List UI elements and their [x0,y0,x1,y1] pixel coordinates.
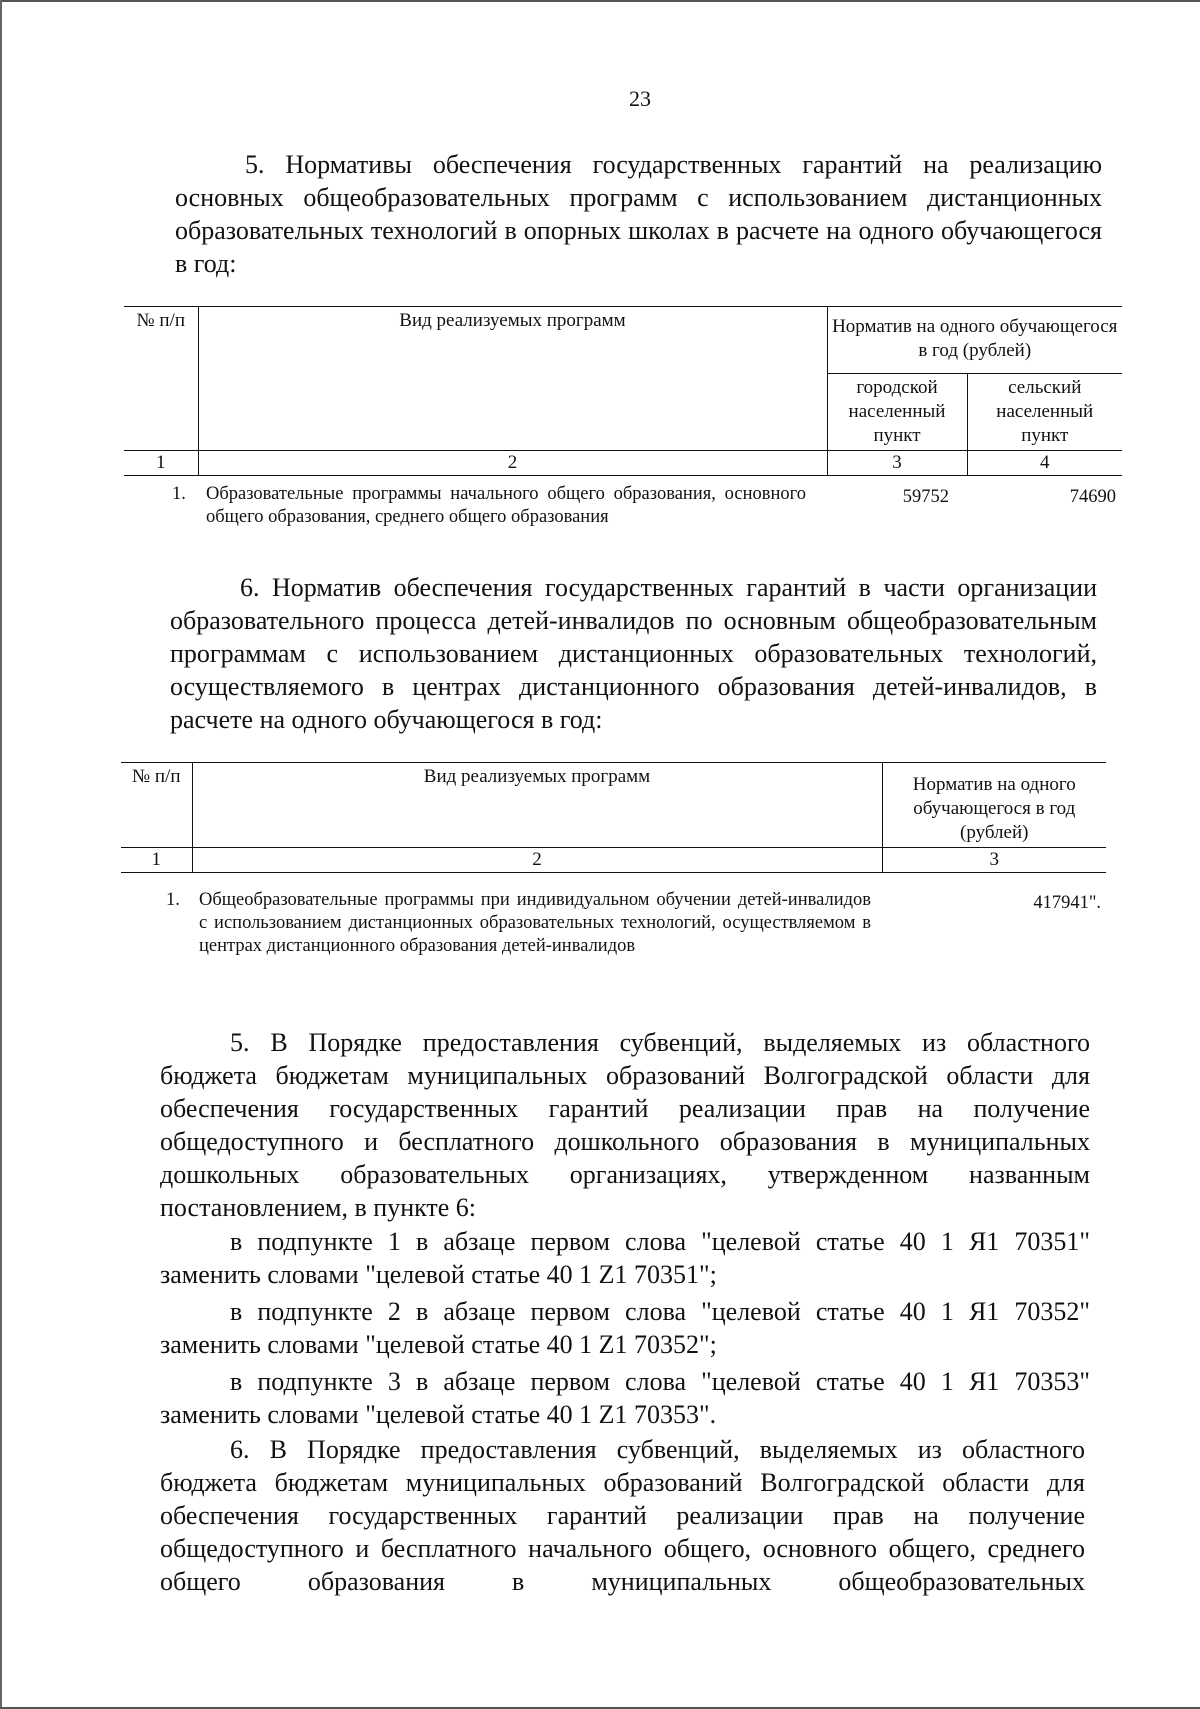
table1-head-num: № п/п [124,307,198,451]
table2-row [121,889,1106,989]
table1-head-program: Вид реализуемых программ [198,307,827,451]
sub-item-1: в подпункте 1 в абзаце первом слова "целевой статье 40 1 Я1 70351" заменить словами "целевой статье 40 1 Z1 70351"; [160,1227,1090,1289]
table1 [124,306,1122,476]
paragraph-6-text: 6. В Порядке предоставления субвенций, выделяемых из областного бюджета бюджетам муниципальных образований Волгоградской области для обеспечения государственных гарантий реализации прав на получение общедоступного и бесплатного начального общего, основного общего, среднего общего образования в муниципальных общеобразовательных [160,1435,1085,1596]
table1-row-num: 1. [172,484,186,504]
table2-row-num: 1. [166,890,180,910]
table2-colnum-row [121,848,1106,873]
section6-title [170,571,1097,736]
paragraph-6 [160,1433,1085,1598]
table2-head-num: № п/п [121,763,192,848]
section5-title [175,148,1102,280]
scan-edge-top [0,0,1200,2]
section5-title-text: 5. Нормативы обеспечения государственных гарантий на реализацию основных общеобразовательных программ с использованием дистанционных образовательных технологий в опорных школах в расчете на одного обучающегося в год: [175,150,1102,278]
table2-head-program: Вид реализуемых программ [192,763,882,848]
table2 [121,762,1106,873]
table1-colnum-2: 2 [198,451,827,476]
table1-row-urban: 59752 [902,487,949,507]
sub-item-3: в подпункте 3 в абзаце первом слова "целевой статье 40 1 Я1 70353" заменить словами "целевой статье 40 1 Z1 70353". [160,1367,1090,1429]
table1-colnum-row [124,451,1122,476]
table2-colnum-2: 2 [192,848,882,873]
table1-row [124,483,1122,533]
table1-head-norm: Норматив на одного обучающегося в год (рублей) [827,307,1122,374]
sub-item-2: в подпункте 2 в абзаце первом слова "целевой статье 40 1 Я1 70352" заменить словами "целевой статье 40 1 Z1 70352"; [160,1297,1090,1359]
table2-row-value: 417941". [1033,893,1101,913]
table1-colnum-4: 4 [967,451,1122,476]
table2-header-row [121,763,1106,848]
paragraph-5-text: 5. В Порядке предоставления субвенций, выделяемых из областного бюджета бюджетам муниципальных образований Волгоградской области для обеспечения государственных гарантий реализации прав на получение общедоступного и бесплатного дошкольного образования в муниципальных дошкольных образовательных организациях, утвержденном названным постановлением, в пункте 6: [160,1028,1090,1222]
table2-colnum-3: 3 [882,848,1106,873]
table2-colnum-1: 1 [121,848,192,873]
table1-head-urban: городской населенный пункт [827,374,967,451]
table1-row-rural: 74690 [1069,487,1116,507]
scan-edge-left [0,0,2,1709]
page-number: 23 [629,86,651,111]
table1-head-rural: сельский населенный пункт [967,374,1122,451]
paragraph-5 [160,1026,1090,1224]
table2-head-norm: Норматив на одного обучающегося в год (рублей) [882,763,1106,848]
table1-colnum-3: 3 [827,451,967,476]
section6-title-text: 6. Норматив обеспечения государственных гарантий в части организации образовательного процесса детей-инвалидов по основным общеобразовательным программам с использованием дистанционных образовательных технологий, осуществляемого в центрах дистанционного образования детей-инвалидов, в расчете на одного обучающегося в год: [170,573,1097,734]
table2-row-program: Общеобразовательные программы при индивидуальном обучении детей-инвалидов с использованием дистанционных образовательных технологий, осуществляемом в центрах дистанционного образования детей-инвалидов [199,890,871,956]
table1-colnum-1: 1 [124,451,198,476]
table1-header-row [124,307,1122,374]
table1-row-program: Образовательные программы начального общего образования, основного общего образования, среднего общего образования [206,484,806,527]
